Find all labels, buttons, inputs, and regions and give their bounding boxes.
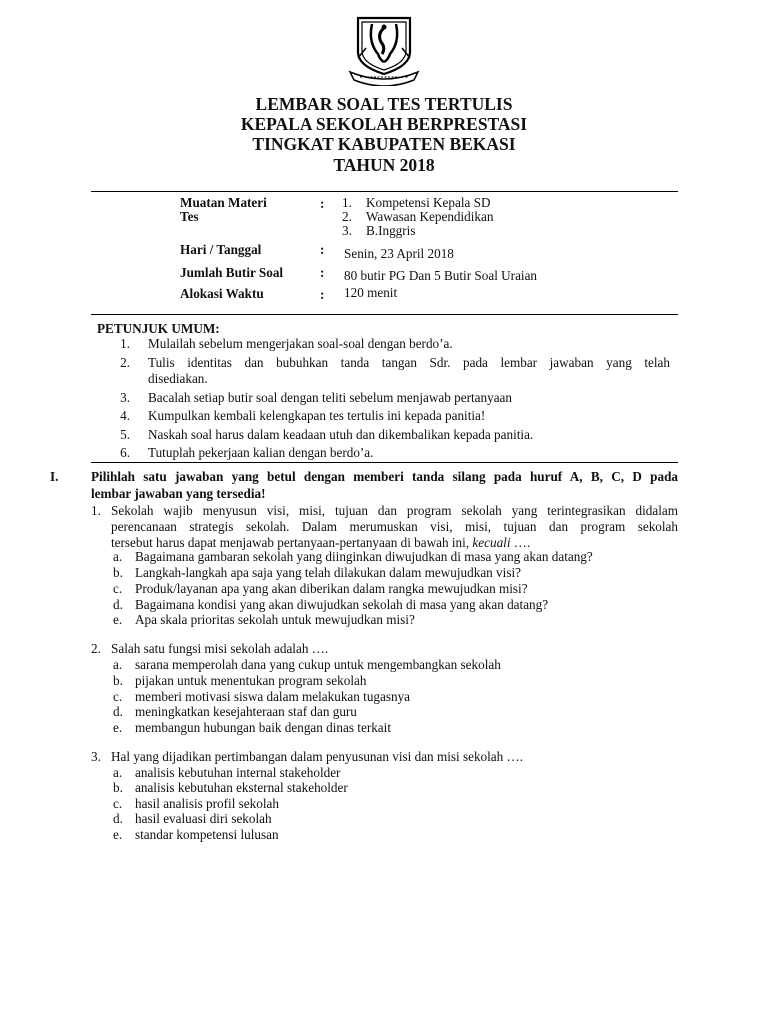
question-3-num: 3. — [91, 749, 101, 764]
petunjuk-item-2-cont: disediakan. — [148, 371, 208, 386]
question-1-text: Sekolah wajib menyusun visi, misi, tujuan dan program sekolah yang terintegrasikan didalam — [111, 503, 678, 518]
q3-option-letter-c: c. — [113, 796, 123, 811]
q3-option-letter-b: b. — [113, 780, 123, 795]
petunjuk-item-1: Mulailah sebelum mengerjakan soal-soal dengan berdo’a. — [148, 336, 453, 351]
q2-option-letter-e: e. — [113, 720, 123, 735]
q2-option-c: memberi motivasi siswa dalam melakukan tugasnya — [135, 689, 411, 704]
q3-option-letter-e: e. — [113, 827, 123, 842]
regency-emblem-icon — [344, 14, 424, 86]
petunjuk-item-2: Tulis identitas dan bubuhkan tanda tangan Sdr. pada lembar jawaban yang telah — [148, 355, 670, 370]
muatan-item-1: Kompetensi Kepala SD — [366, 195, 491, 210]
muatan-label: Muatan Materi — [180, 195, 267, 210]
q3-option-b: analisis kebutuhan eksternal stakeholder — [135, 780, 348, 795]
title-line-2: KEPALA SEKOLAH BERPRESTASI — [240, 114, 528, 134]
petunjuk-num-1: 1. — [120, 336, 130, 351]
q1-option-letter-d: d. — [113, 597, 123, 612]
title-line-1: LEMBAR SOAL TES TERTULIS — [255, 94, 513, 114]
muatan-item-num-2: 2. — [342, 209, 352, 224]
petunjuk-item-3: Bacalah setiap butir soal dengan teliti sebelum menjawab pertanyaan — [148, 390, 512, 405]
question-2-num: 2. — [91, 641, 101, 656]
q3-option-letter-a: a. — [113, 765, 123, 780]
q1-option-letter-b: b. — [113, 565, 123, 580]
question-2-text: Salah satu fungsi misi sekolah adalah …. — [111, 641, 329, 656]
title-line-4: TAHUN 2018 — [333, 155, 435, 175]
section-roman: I. — [50, 469, 59, 484]
q2-option-letter-c: c. — [113, 689, 123, 704]
muatan-colon: : — [320, 196, 325, 211]
alokasi-colon: : — [320, 287, 325, 302]
header-divider — [91, 191, 678, 192]
muatan-item-num-1: 1. — [342, 195, 352, 210]
q1-option-b: Langkah-langkah apa saja yang telah dilakukan dalam mewujudkan visi? — [135, 565, 521, 580]
info-divider — [91, 314, 678, 315]
q1-option-c: Produk/layanan apa yang akan diberikan dalam rangka mewujudkan misi? — [135, 581, 528, 596]
question-1-text-2: perencanaan strategis sekolah. Dalam merumuskan visi, misi, tujuan dan program sekolah — [111, 519, 678, 534]
question-1-num: 1. — [91, 503, 101, 518]
petunjuk-num-2: 2. — [120, 355, 130, 370]
q2-option-letter-a: a. — [113, 657, 123, 672]
jumlah-label: Jumlah Butir Soal — [180, 265, 284, 280]
q1-option-a: Bagaimana gambaran sekolah yang diinginkan diwujudkan di masa yang akan datang? — [135, 549, 593, 564]
question-3-text: Hal yang dijadikan pertimbangan dalam penyusunan visi dan misi sekolah …. — [111, 749, 524, 764]
jumlah-colon: : — [320, 265, 325, 280]
muatan-item-num-3: 3. — [342, 223, 352, 238]
petunjuk-item-6: Tutuplah pekerjaan kalian dengan berdo’a. — [148, 445, 374, 460]
petunjuk-num-5: 5. — [120, 427, 130, 442]
q1-option-d: Bagaimana kondisi yang akan diwujudkan sekolah di masa yang akan datang? — [135, 597, 549, 612]
jumlah-value: 80 butir PG Dan 5 Butir Soal Uraian — [344, 268, 538, 283]
q3-option-letter-d: d. — [113, 811, 123, 826]
q1-option-letter-c: c. — [113, 581, 123, 596]
section-instruction: Pilihlah satu jawaban yang betul dengan memberi tanda silang pada huruf A, B, C, D pada — [91, 469, 678, 484]
q2-option-letter-b: b. — [113, 673, 123, 688]
petunjuk-item-4: Kumpulkan kembali kelengkapan tes tertulis ini kepada panitia! — [148, 408, 486, 423]
q1-option-e: Apa skala prioritas sekolah untuk mewujudkan misi? — [135, 612, 415, 627]
q2-option-d: meningkatkan kesejahteraan staf dan guru — [135, 704, 357, 719]
question-1-ellipsis: …. — [513, 535, 531, 550]
q3-option-a: analisis kebutuhan internal stakeholder — [135, 765, 341, 780]
q3-option-c: hasil analisis profil sekolah — [135, 796, 279, 811]
section-instruction-cont: lembar jawaban yang tersedia! — [91, 486, 266, 501]
question-1-kecuali: kecuali — [472, 535, 511, 550]
muatan-item-2: Wawasan Kependidikan — [366, 209, 494, 224]
hari-colon: : — [320, 242, 325, 257]
q1-option-letter-e: e. — [113, 612, 123, 627]
q3-option-e: standar kompetensi lulusan — [135, 827, 279, 842]
q2-option-a: sarana memperolah dana yang cukup untuk mengembangkan sekolah — [135, 657, 501, 672]
petunjuk-item-5: Naskah soal harus dalam keadaan utuh dan dikembalikan kepada panitia. — [148, 427, 534, 442]
hari-value: Senin, 23 April 2018 — [344, 246, 454, 261]
alokasi-label: Alokasi Waktu — [180, 286, 264, 301]
q2-option-letter-d: d. — [113, 704, 123, 719]
question-1-text-3-main: tersebut harus dapat menjawab pertanyaan-pertanyaan di bawah ini, — [111, 535, 470, 550]
alokasi-value: 120 menit — [344, 285, 398, 300]
q3-option-d: hasil evaluasi diri sekolah — [135, 811, 272, 826]
petunjuk-num-4: 4. — [120, 408, 130, 423]
petunjuk-num-3: 3. — [120, 390, 130, 405]
hari-label: Hari / Tanggal — [180, 242, 262, 257]
q2-option-e: membangun hubungan baik dengan dinas terkait — [135, 720, 391, 735]
petunjuk-heading: PETUNJUK UMUM: — [97, 321, 220, 336]
muatan-item-3: B.Inggris — [366, 223, 416, 238]
title-line-3: TINGKAT KABUPATEN BEKASI — [252, 134, 516, 154]
muatan-label-cont: Tes — [180, 209, 199, 224]
petunjuk-divider — [91, 462, 678, 463]
q2-option-b: pijakan untuk menentukan program sekolah — [135, 673, 367, 688]
petunjuk-num-6: 6. — [120, 445, 130, 460]
q1-option-letter-a: a. — [113, 549, 123, 564]
